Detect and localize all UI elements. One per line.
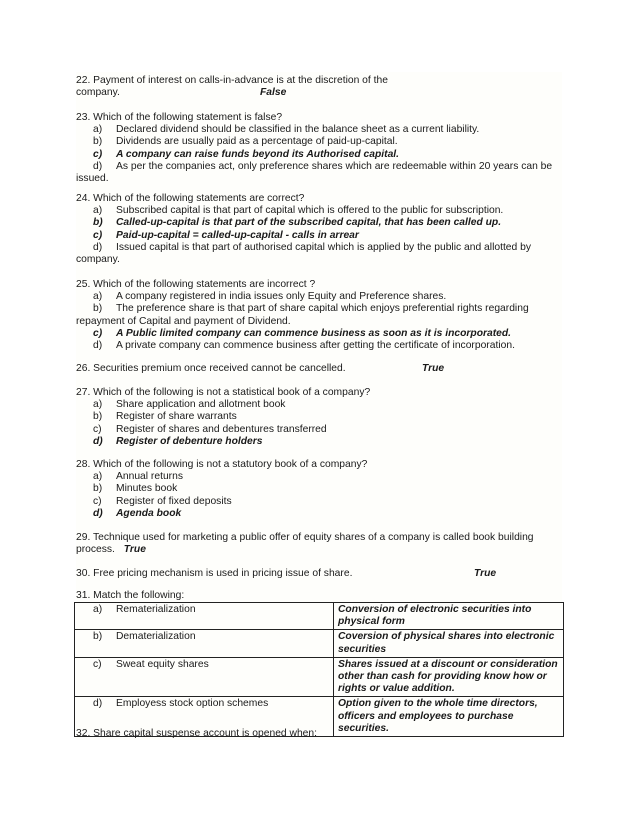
question-24 xyxy=(76,193,562,266)
question-31-stem: 31. Match the following: xyxy=(76,590,185,601)
table-row: c) Sweat equity shares Shares issued at a discount or consideration other than cash for providing know how or rights or value addition. xyxy=(75,657,564,697)
question-25-stem: 25. Which of the following statements are incorrect ? xyxy=(76,279,316,290)
option-27-b: b) Register of share warrants xyxy=(93,411,237,423)
option-23-d-continued: issued. xyxy=(76,173,109,185)
option-25-a: a) A company registered in india issues only Equity and Preference shares. xyxy=(93,291,447,303)
option-25-d: d) A private company can commence business after getting the certificate of incorporation. xyxy=(93,340,515,352)
option-24-d-continued: company. xyxy=(76,254,120,266)
question-28-stem: 28. Which of the following is not a statutory book of a company? xyxy=(76,459,368,470)
option-24-d: d) Issued capital is that part of authorised capital which is applied by the public and allotted by xyxy=(93,241,531,253)
question-31 xyxy=(76,590,562,602)
question-29-line-2: process. xyxy=(76,544,115,556)
table-row: d) Employess stock option schemes Option given to the whole time directors, officers and employees to purchase securities. xyxy=(75,697,564,737)
option-25-c: c) A Public limited company can commence business as soon as it is incorporated. xyxy=(93,327,512,339)
question-29-answer: True xyxy=(123,544,146,556)
question-22-line-2: company. xyxy=(76,87,120,99)
table-row: b) Dematerialization Coversion of physical shares into electronic securities xyxy=(75,630,564,657)
question-32 xyxy=(76,728,562,740)
question-29-line-1: 29. Technique used for marketing a public offer of equity shares of a company is called book building xyxy=(76,532,534,543)
match-table xyxy=(74,602,564,737)
option-27-c: c) Register of shares and debentures transferred xyxy=(93,423,327,435)
question-30-answer: True xyxy=(474,568,497,579)
option-27-d: d) Register of debenture holders xyxy=(93,435,263,447)
question-22 xyxy=(76,75,562,99)
document-page xyxy=(76,72,562,740)
question-25 xyxy=(76,279,562,352)
question-26 xyxy=(76,363,562,375)
question-26-text: 26. Securities premium once received cannot be cancelled. xyxy=(76,363,346,374)
option-27-a: a) Share application and allotment book xyxy=(93,399,286,411)
option-28-c: c) Register of fixed deposits xyxy=(93,495,232,507)
option-28-d: d) Agenda book xyxy=(93,507,182,519)
option-23-a: a) Declared dividend should be classified in the balance sheet as a current liability. xyxy=(93,124,480,136)
table-row: a) Rematerialization Conversion of electronic securities into physical form xyxy=(75,603,564,630)
option-23-c: c) A company can raise funds beyond its Authorised capital. xyxy=(93,148,400,160)
option-25-b-continued: repayment of Capital and payment of Dividend. xyxy=(76,315,291,327)
question-30 xyxy=(76,568,562,580)
question-26-answer: True xyxy=(422,363,445,374)
question-23-stem: 23. Which of the following statement is false? xyxy=(76,112,283,123)
question-27 xyxy=(76,387,562,448)
question-27-stem: 27. Which of the following is not a statistical book of a company? xyxy=(76,387,371,398)
question-22-line-1: 22. Payment of interest on calls-in-advance is at the discretion of the xyxy=(76,75,388,86)
question-22-answer: False xyxy=(260,87,287,99)
option-23-d: d) As per the companies act, only preference shares which are redeemable within 20 years can be xyxy=(93,160,553,172)
question-32-text: 32. Share capital suspense account is opened when: xyxy=(76,728,317,739)
option-25-b: b) The preference share is that part of share capital which enjoys preferential rights regarding xyxy=(93,303,529,315)
question-23 xyxy=(76,112,562,185)
question-24-stem: 24. Which of the following statements are correct? xyxy=(76,193,305,204)
option-28-b: b) Minutes book xyxy=(93,483,178,495)
option-24-c: c) Paid-up-capital = called-up-capital - calls in arrear xyxy=(93,229,359,241)
question-28 xyxy=(76,459,562,520)
question-29 xyxy=(76,532,562,556)
option-23-b: b) Dividends are usually paid as a percentage of paid-up-capital. xyxy=(93,136,398,148)
option-28-a: a) Annual returns xyxy=(93,471,183,483)
option-24-b: b) Called-up-capital is that part of the subscribed capital, that has been called up. xyxy=(93,217,502,229)
question-30-text: 30. Free pricing mechanism is used in pricing issue of share. xyxy=(76,568,353,579)
option-24-a: a) Subscribed capital is that part of capital which is offered to the public for subscription. xyxy=(93,205,504,217)
